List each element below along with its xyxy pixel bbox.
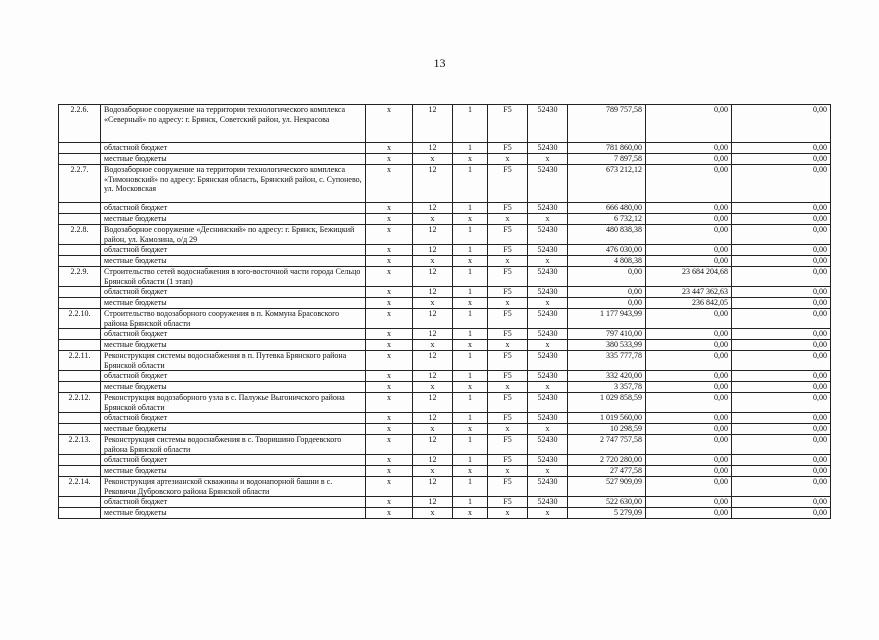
code-cell: 12: [413, 165, 453, 203]
table-row-budget: [59, 382, 831, 393]
code-cell: х: [453, 298, 488, 309]
row-name: областной бюджет: [101, 371, 366, 382]
code-cell: F5: [488, 309, 528, 329]
code-cell: F5: [488, 371, 528, 382]
row-name: местные бюджеты: [101, 256, 366, 267]
code-cell: 52430: [528, 225, 568, 245]
amount-cell: 0,00: [646, 105, 732, 143]
amount-cell: 2 720 280,00: [568, 455, 646, 466]
code-cell: х: [366, 371, 413, 382]
code-cell: х: [366, 154, 413, 165]
code-cell: 12: [413, 309, 453, 329]
row-name: местные бюджеты: [101, 466, 366, 477]
amount-cell: 789 757,58: [568, 105, 646, 143]
amount-cell: 0,00: [732, 298, 831, 309]
code-cell: х: [528, 214, 568, 225]
amount-cell: 0,00: [646, 154, 732, 165]
row-number: [59, 203, 101, 214]
budget-table: [58, 104, 831, 519]
code-cell: х: [528, 298, 568, 309]
page-number: 13: [433, 56, 446, 70]
code-cell: х: [453, 340, 488, 351]
row-name: Реконструкция артезианской скважины и водонапорной башни в с. Рековичи Дубровского района Брянской области: [101, 477, 366, 497]
code-cell: 1: [453, 287, 488, 298]
code-cell: х: [528, 424, 568, 435]
code-cell: F5: [488, 105, 528, 143]
amount-cell: 0,00: [732, 393, 831, 413]
row-number: [59, 214, 101, 225]
code-cell: х: [366, 256, 413, 267]
amount-cell: 0,00: [646, 309, 732, 329]
row-number: [59, 256, 101, 267]
amount-cell: 7 897,58: [568, 154, 646, 165]
code-cell: х: [413, 340, 453, 351]
table-row-item: [59, 165, 831, 203]
code-cell: 52430: [528, 351, 568, 371]
amount-cell: 0,00: [646, 143, 732, 154]
amount-cell: 0,00: [732, 508, 831, 519]
amount-cell: 0,00: [646, 165, 732, 203]
code-cell: 1: [453, 225, 488, 245]
code-cell: х: [488, 298, 528, 309]
code-cell: х: [528, 256, 568, 267]
code-cell: х: [413, 154, 453, 165]
code-cell: х: [366, 267, 413, 287]
row-name: областной бюджет: [101, 455, 366, 466]
code-cell: х: [366, 105, 413, 143]
row-name: Водозаборное сооружение на территории технологического комплекса «Тимоновский» по адресу: Брянская область, Брянский район, с. Супонево, ул. Московская: [101, 165, 366, 203]
amount-cell: 0,00: [732, 382, 831, 393]
row-number: [59, 154, 101, 165]
code-cell: 1: [453, 329, 488, 340]
row-name: областной бюджет: [101, 329, 366, 340]
amount-cell: 10 298,59: [568, 424, 646, 435]
row-number: [59, 382, 101, 393]
row-name: местные бюджеты: [101, 382, 366, 393]
code-cell: х: [366, 455, 413, 466]
row-name: местные бюджеты: [101, 508, 366, 519]
row-number: [59, 371, 101, 382]
code-cell: 1: [453, 477, 488, 497]
code-cell: 1: [453, 245, 488, 256]
code-cell: F5: [488, 413, 528, 424]
row-name: Водозаборное сооружение на территории технологического комплекса «Северный» по адресу: г. Брянск, Советский район, ул. Некрасова: [101, 105, 366, 143]
table-row-budget: [59, 329, 831, 340]
code-cell: х: [366, 298, 413, 309]
code-cell: х: [413, 424, 453, 435]
code-cell: F5: [488, 165, 528, 203]
code-cell: 1: [453, 393, 488, 413]
row-name: областной бюджет: [101, 413, 366, 424]
row-name: Строительство сетей водоснабжения в юго-восточной части города Сельцо Брянской области (1 этап): [101, 267, 366, 287]
amount-cell: 0,00: [646, 477, 732, 497]
code-cell: F5: [488, 351, 528, 371]
amount-cell: 0,00: [568, 298, 646, 309]
code-cell: 12: [413, 143, 453, 154]
table-row-budget: [59, 371, 831, 382]
row-number: [59, 424, 101, 435]
amount-cell: 0,00: [732, 340, 831, 351]
code-cell: 12: [413, 455, 453, 466]
code-cell: х: [413, 466, 453, 477]
code-cell: х: [453, 256, 488, 267]
code-cell: 1: [453, 165, 488, 203]
code-cell: 1: [453, 497, 488, 508]
code-cell: 1: [453, 351, 488, 371]
code-cell: 12: [413, 225, 453, 245]
table-row-budget: [59, 424, 831, 435]
row-number: 2.2.12.: [59, 393, 101, 413]
code-cell: х: [366, 340, 413, 351]
amount-cell: 0,00: [732, 424, 831, 435]
amount-cell: 6 732,12: [568, 214, 646, 225]
code-cell: х: [488, 154, 528, 165]
code-cell: 1: [453, 203, 488, 214]
table-row-item: [59, 225, 831, 245]
amount-cell: 335 777,78: [568, 351, 646, 371]
amount-cell: 0,00: [732, 435, 831, 455]
amount-cell: 0,00: [732, 203, 831, 214]
amount-cell: 0,00: [732, 413, 831, 424]
code-cell: 12: [413, 105, 453, 143]
amount-cell: 0,00: [732, 225, 831, 245]
table-row-item: [59, 267, 831, 287]
amount-cell: 0,00: [732, 165, 831, 203]
code-cell: х: [413, 508, 453, 519]
amount-cell: 0,00: [732, 371, 831, 382]
row-name: Водозаборное сооружение «Деснинский» по адресу: г. Брянск, Бежицкий район, ул. Камозина, о/д 29: [101, 225, 366, 245]
code-cell: 12: [413, 371, 453, 382]
amount-cell: 0,00: [646, 508, 732, 519]
table-row-budget: [59, 143, 831, 154]
table-row-item: [59, 351, 831, 371]
row-number: [59, 245, 101, 256]
code-cell: 52430: [528, 393, 568, 413]
amount-cell: 380 533,99: [568, 340, 646, 351]
amount-cell: 781 860,00: [568, 143, 646, 154]
amount-cell: 27 477,58: [568, 466, 646, 477]
code-cell: 52430: [528, 203, 568, 214]
row-number: [59, 329, 101, 340]
row-name: местные бюджеты: [101, 424, 366, 435]
table-row-budget: [59, 508, 831, 519]
code-cell: х: [488, 508, 528, 519]
code-cell: х: [488, 340, 528, 351]
code-cell: 1: [453, 455, 488, 466]
code-cell: х: [528, 382, 568, 393]
code-cell: х: [366, 214, 413, 225]
row-name: местные бюджеты: [101, 340, 366, 351]
code-cell: х: [366, 435, 413, 455]
code-cell: 12: [413, 287, 453, 298]
code-cell: 12: [413, 245, 453, 256]
code-cell: 1: [453, 371, 488, 382]
amount-cell: 797 410,00: [568, 329, 646, 340]
amount-cell: 480 838,38: [568, 225, 646, 245]
amount-cell: 0,00: [732, 256, 831, 267]
code-cell: 12: [413, 329, 453, 340]
code-cell: 52430: [528, 371, 568, 382]
table-row-budget: [59, 340, 831, 351]
code-cell: 12: [413, 203, 453, 214]
amount-cell: 0,00: [646, 203, 732, 214]
row-number: [59, 497, 101, 508]
row-name: местные бюджеты: [101, 154, 366, 165]
amount-cell: 0,00: [646, 393, 732, 413]
amount-cell: 0,00: [646, 424, 732, 435]
amount-cell: 0,00: [646, 329, 732, 340]
code-cell: х: [488, 256, 528, 267]
table-row-budget: [59, 413, 831, 424]
table-row-budget: [59, 455, 831, 466]
code-cell: х: [366, 225, 413, 245]
code-cell: F5: [488, 245, 528, 256]
code-cell: х: [528, 154, 568, 165]
code-cell: 12: [413, 413, 453, 424]
code-cell: х: [453, 466, 488, 477]
amount-cell: 0,00: [646, 413, 732, 424]
amount-cell: 0,00: [732, 105, 831, 143]
table-row-budget: [59, 256, 831, 267]
amount-cell: 0,00: [646, 340, 732, 351]
code-cell: х: [366, 508, 413, 519]
code-cell: х: [366, 477, 413, 497]
table-row-budget: [59, 497, 831, 508]
code-cell: 12: [413, 267, 453, 287]
code-cell: 52430: [528, 477, 568, 497]
amount-cell: 0,00: [732, 154, 831, 165]
amount-cell: 0,00: [732, 287, 831, 298]
code-cell: F5: [488, 497, 528, 508]
amount-cell: 0,00: [646, 351, 732, 371]
amount-cell: 23 684 204,68: [646, 267, 732, 287]
table-row-budget: [59, 245, 831, 256]
row-number: 2.2.13.: [59, 435, 101, 455]
amount-cell: 2 747 757,58: [568, 435, 646, 455]
row-name: Реконструкция системы водоснабжения в п. Путевка Брянского района Брянской области: [101, 351, 366, 371]
row-number: 2.2.11.: [59, 351, 101, 371]
row-number: 2.2.14.: [59, 477, 101, 497]
row-name: местные бюджеты: [101, 298, 366, 309]
code-cell: х: [453, 424, 488, 435]
code-cell: х: [488, 466, 528, 477]
amount-cell: 476 030,00: [568, 245, 646, 256]
row-number: 2.2.6.: [59, 105, 101, 143]
table-row-item: [59, 105, 831, 143]
table-row-budget: [59, 214, 831, 225]
row-number: [59, 143, 101, 154]
code-cell: х: [413, 382, 453, 393]
code-cell: х: [366, 143, 413, 154]
amount-cell: 0,00: [732, 309, 831, 329]
code-cell: 1: [453, 413, 488, 424]
amount-cell: 0,00: [646, 466, 732, 477]
amount-cell: 0,00: [732, 477, 831, 497]
code-cell: 52430: [528, 165, 568, 203]
code-cell: х: [366, 203, 413, 214]
amount-cell: 0,00: [568, 267, 646, 287]
amount-cell: 1 019 560,00: [568, 413, 646, 424]
table-row-budget: [59, 203, 831, 214]
code-cell: 52430: [528, 105, 568, 143]
code-cell: 52430: [528, 413, 568, 424]
code-cell: х: [453, 214, 488, 225]
row-number: [59, 466, 101, 477]
code-cell: F5: [488, 455, 528, 466]
row-name: Реконструкция водозаборного узла в с. Палужье Выгоничского района Брянской области: [101, 393, 366, 413]
row-name: областной бюджет: [101, 287, 366, 298]
amount-cell: 673 212,12: [568, 165, 646, 203]
code-cell: х: [453, 382, 488, 393]
code-cell: х: [453, 508, 488, 519]
code-cell: F5: [488, 435, 528, 455]
code-cell: 12: [413, 393, 453, 413]
row-number: [59, 298, 101, 309]
row-name: Реконструкция системы водоснабжения в с. Творишино Гордеевского района Брянской области: [101, 435, 366, 455]
code-cell: F5: [488, 203, 528, 214]
code-cell: 1: [453, 267, 488, 287]
table-row-budget: [59, 154, 831, 165]
row-number: 2.2.10.: [59, 309, 101, 329]
code-cell: х: [488, 382, 528, 393]
amount-cell: 3 357,78: [568, 382, 646, 393]
code-cell: х: [366, 382, 413, 393]
row-number: [59, 455, 101, 466]
code-cell: F5: [488, 267, 528, 287]
amount-cell: 0,00: [646, 497, 732, 508]
code-cell: х: [488, 214, 528, 225]
code-cell: х: [366, 393, 413, 413]
code-cell: х: [366, 329, 413, 340]
code-cell: х: [413, 298, 453, 309]
table-row-budget: [59, 466, 831, 477]
amount-cell: 0,00: [732, 245, 831, 256]
amount-cell: 0,00: [732, 455, 831, 466]
row-number: [59, 508, 101, 519]
amount-cell: 522 630,00: [568, 497, 646, 508]
code-cell: х: [366, 165, 413, 203]
table-row-item: [59, 309, 831, 329]
amount-cell: 332 420,00: [568, 371, 646, 382]
amount-cell: 4 808,38: [568, 256, 646, 267]
table-row-item: [59, 435, 831, 455]
code-cell: F5: [488, 329, 528, 340]
amount-cell: 0,00: [568, 287, 646, 298]
row-number: 2.2.8.: [59, 225, 101, 245]
code-cell: 1: [453, 435, 488, 455]
amount-cell: 5 279,09: [568, 508, 646, 519]
code-cell: 1: [453, 309, 488, 329]
code-cell: х: [488, 424, 528, 435]
row-name: Строительство водозаборного сооружения в п. Коммуна Брасовского района Брянской области: [101, 309, 366, 329]
amount-cell: 0,00: [646, 371, 732, 382]
row-name: местные бюджеты: [101, 214, 366, 225]
row-number: 2.2.9.: [59, 267, 101, 287]
amount-cell: 1 029 858,59: [568, 393, 646, 413]
code-cell: 52430: [528, 267, 568, 287]
code-cell: х: [366, 351, 413, 371]
code-cell: 1: [453, 143, 488, 154]
code-cell: 1: [453, 105, 488, 143]
code-cell: 52430: [528, 287, 568, 298]
amount-cell: 236 842,05: [646, 298, 732, 309]
code-cell: х: [366, 466, 413, 477]
row-number: [59, 287, 101, 298]
row-name: областной бюджет: [101, 203, 366, 214]
code-cell: 52430: [528, 435, 568, 455]
amount-cell: 0,00: [732, 214, 831, 225]
amount-cell: 0,00: [732, 497, 831, 508]
code-cell: х: [413, 214, 453, 225]
amount-cell: 0,00: [732, 329, 831, 340]
row-number: [59, 340, 101, 351]
amount-cell: 0,00: [732, 267, 831, 287]
code-cell: 52430: [528, 309, 568, 329]
code-cell: х: [366, 424, 413, 435]
code-cell: F5: [488, 477, 528, 497]
row-name: областной бюджет: [101, 497, 366, 508]
code-cell: х: [528, 508, 568, 519]
code-cell: 52430: [528, 143, 568, 154]
amount-cell: 0,00: [732, 143, 831, 154]
row-name: областной бюджет: [101, 143, 366, 154]
amount-cell: 527 909,09: [568, 477, 646, 497]
code-cell: F5: [488, 225, 528, 245]
row-name: областной бюджет: [101, 245, 366, 256]
code-cell: х: [366, 497, 413, 508]
code-cell: F5: [488, 393, 528, 413]
amount-cell: 0,00: [732, 466, 831, 477]
code-cell: х: [528, 340, 568, 351]
table-row-budget: [59, 298, 831, 309]
amount-cell: 0,00: [646, 256, 732, 267]
code-cell: 52430: [528, 245, 568, 256]
code-cell: х: [528, 466, 568, 477]
row-number: [59, 413, 101, 424]
amount-cell: 1 177 943,99: [568, 309, 646, 329]
amount-cell: 0,00: [646, 245, 732, 256]
code-cell: 12: [413, 435, 453, 455]
table-row-budget: [59, 287, 831, 298]
code-cell: 52430: [528, 455, 568, 466]
amount-cell: 666 480,00: [568, 203, 646, 214]
code-cell: х: [413, 256, 453, 267]
code-cell: х: [366, 309, 413, 329]
amount-cell: 0,00: [646, 435, 732, 455]
code-cell: х: [366, 287, 413, 298]
amount-cell: 0,00: [646, 214, 732, 225]
code-cell: 12: [413, 351, 453, 371]
code-cell: 52430: [528, 497, 568, 508]
code-cell: 52430: [528, 329, 568, 340]
table-row-item: [59, 477, 831, 497]
amount-cell: 0,00: [646, 225, 732, 245]
code-cell: х: [453, 154, 488, 165]
amount-cell: 0,00: [646, 382, 732, 393]
amount-cell: 23 447 362,63: [646, 287, 732, 298]
code-cell: F5: [488, 143, 528, 154]
table-row-item: [59, 393, 831, 413]
code-cell: х: [366, 245, 413, 256]
row-number: 2.2.7.: [59, 165, 101, 203]
amount-cell: 0,00: [646, 455, 732, 466]
amount-cell: 0,00: [732, 351, 831, 371]
code-cell: 12: [413, 497, 453, 508]
code-cell: F5: [488, 287, 528, 298]
code-cell: 12: [413, 477, 453, 497]
code-cell: х: [366, 413, 413, 424]
